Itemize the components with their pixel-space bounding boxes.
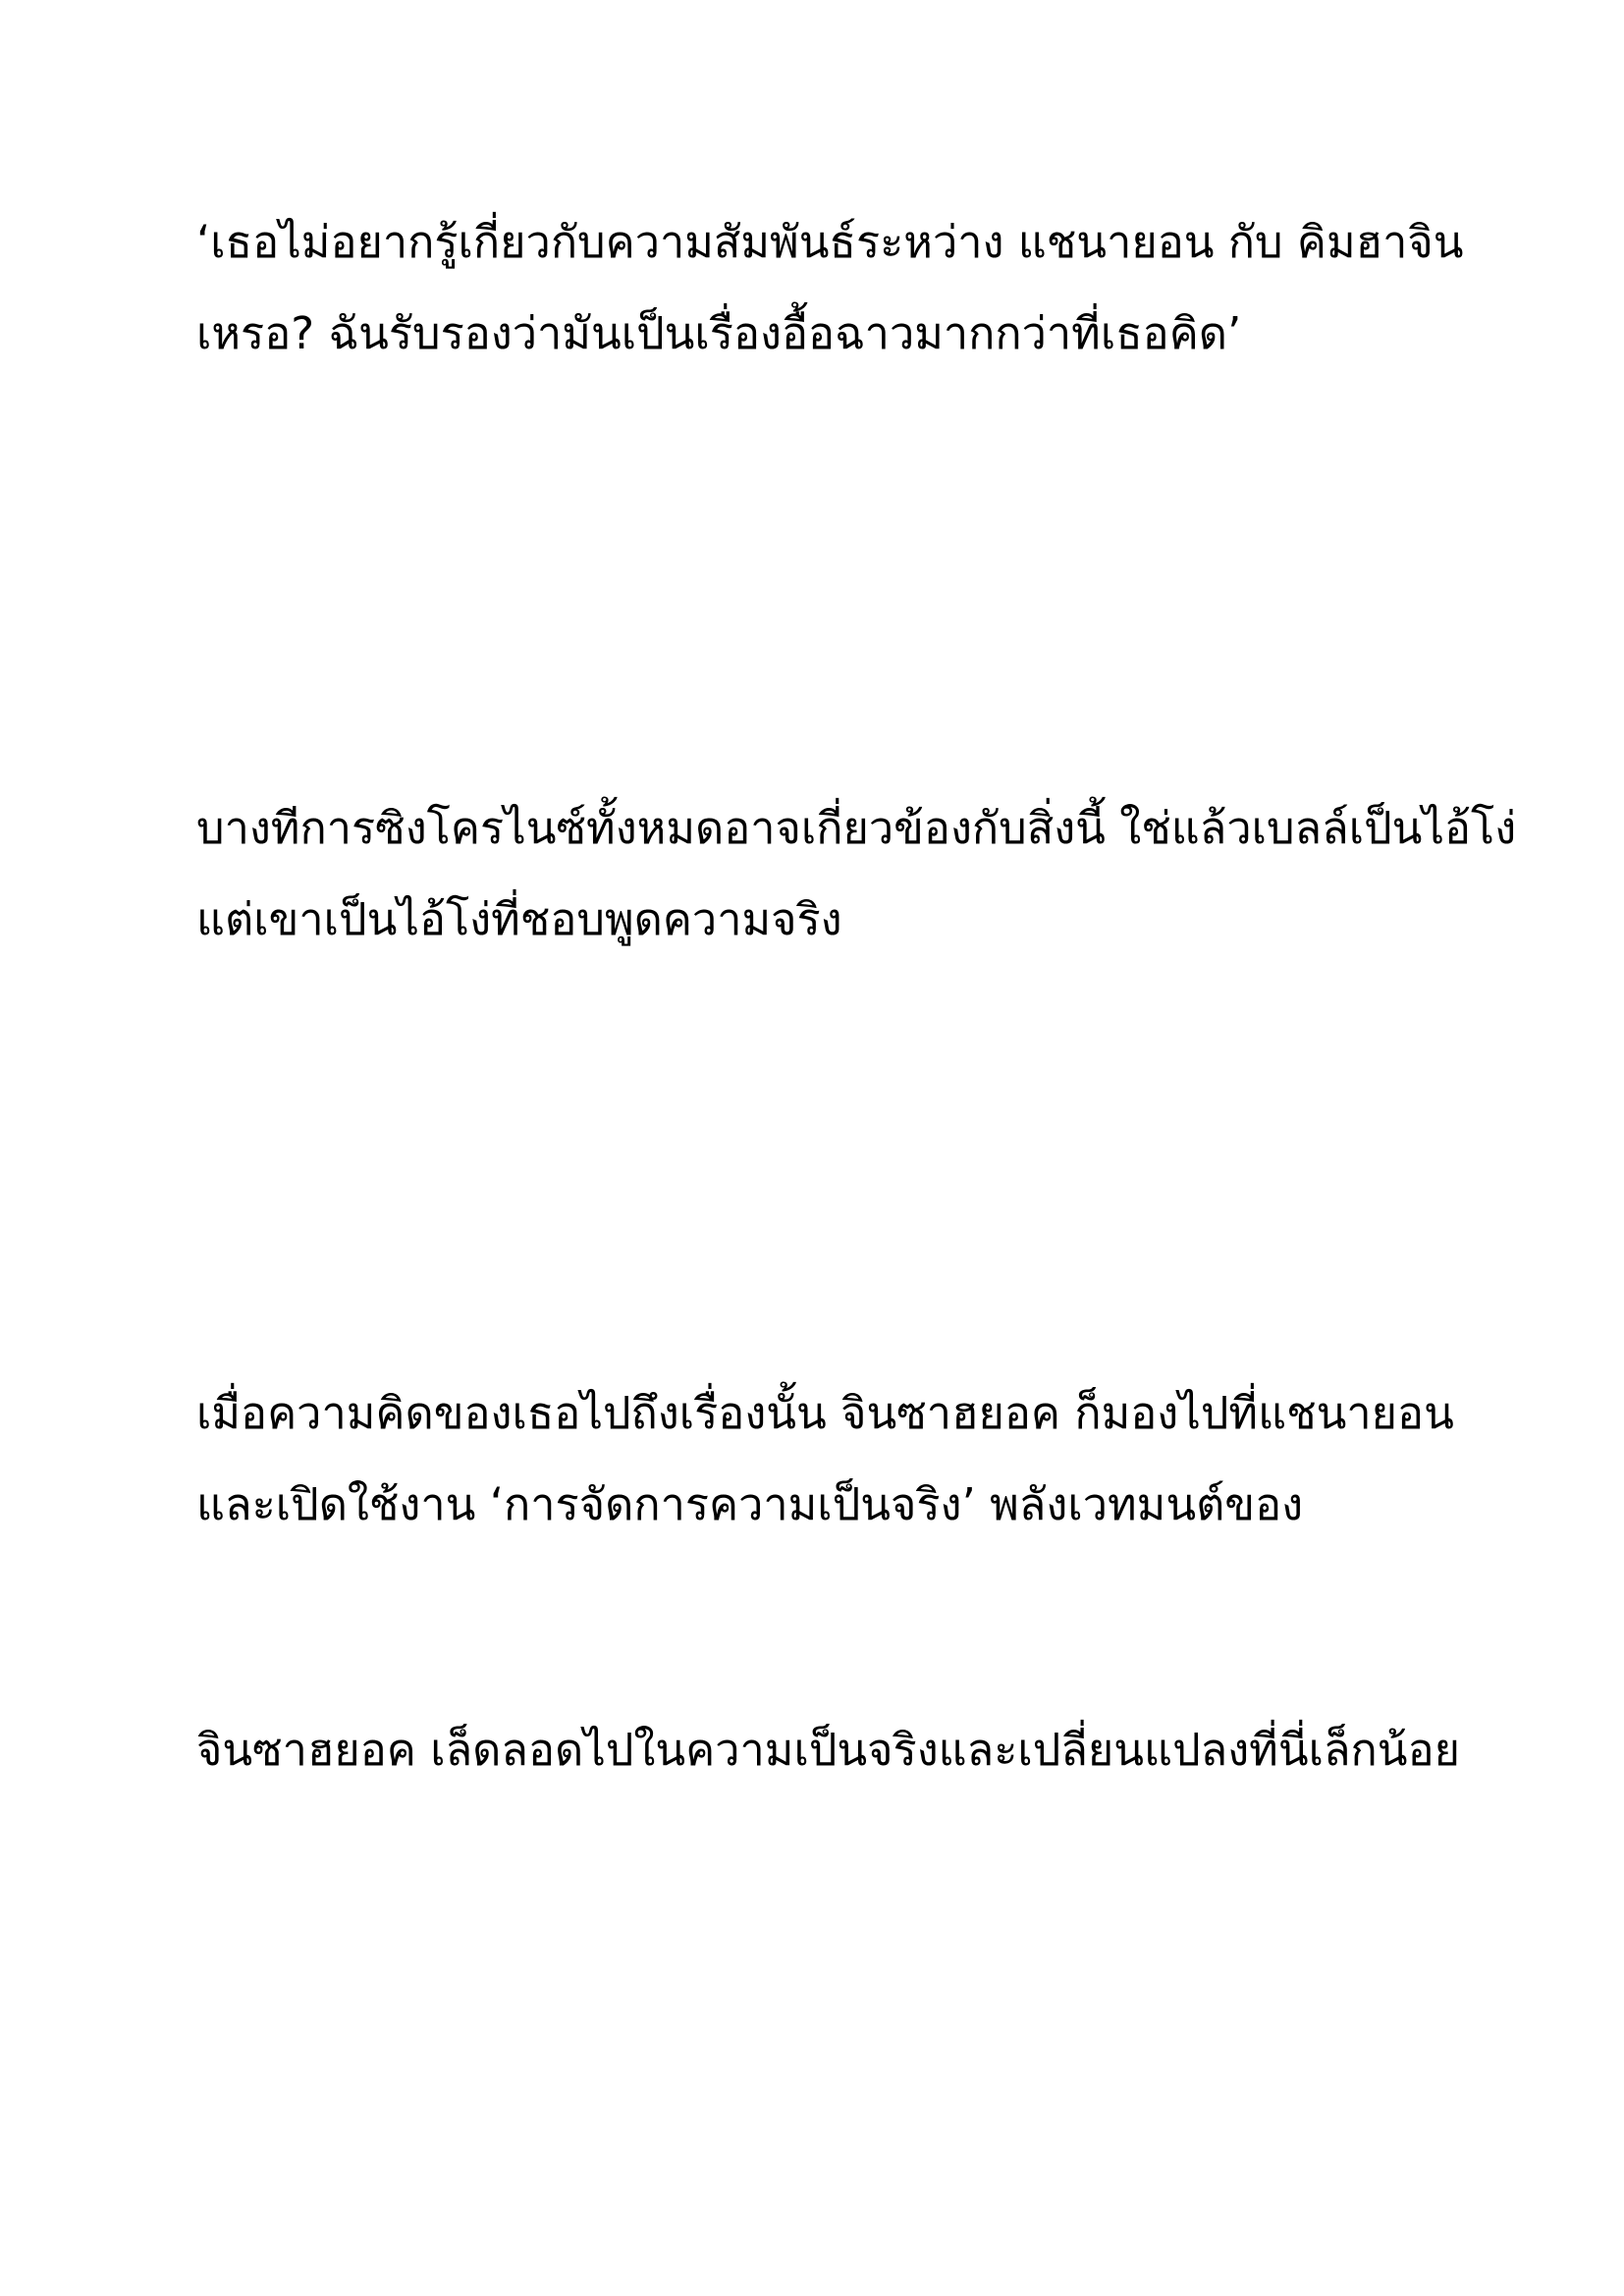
paragraph-1-line-2: เหรอ? ฉันรับรองว่ามันเป็นเรื่องอื้อฉาวมากกว่าที่เธอคิด’ — [196, 307, 1242, 359]
paragraph-3-line-1: เมื่อความคิดของเธอไปถึงเรื่องนั้น จินซาฮยอค ก็มองไปที่แชนายอน — [196, 1387, 1454, 1439]
paragraph-4 — [196, 1704, 1473, 1795]
paragraph-1 — [196, 196, 1473, 379]
paragraph-3 — [196, 1367, 1473, 1550]
paragraph-2-line-1: บางทีการซิงโครไนซ์ทั้งหมดอาจเกี่ยวข้องกับสิ่งนี้ ใช่แล้วเบลล์เป็นไอ้โง่ — [196, 802, 1517, 854]
paragraph-3-line-2: และเปิดใช้งาน ‘การจัดการความเป็นจริง’ พลังเวทมนต์ของ — [196, 1478, 1304, 1530]
paragraph-1-line-1: ‘เธอไม่อยากรู้เกี่ยวกับความสัมพันธ์ระหว่าง แชนายอน กับ คิมฮาจิน — [196, 216, 1464, 268]
paragraph-4-line-1: จินซาฮยอค เล็ดลอดไปในความเป็นจริงและเปลี่ยนแปลงที่นี่เล็กน้อย — [196, 1724, 1460, 1776]
paragraph-2 — [196, 782, 1517, 965]
paragraph-2-line-2: แต่เขาเป็นไอ้โง่ที่ชอบพูดความจริง — [196, 893, 842, 945]
